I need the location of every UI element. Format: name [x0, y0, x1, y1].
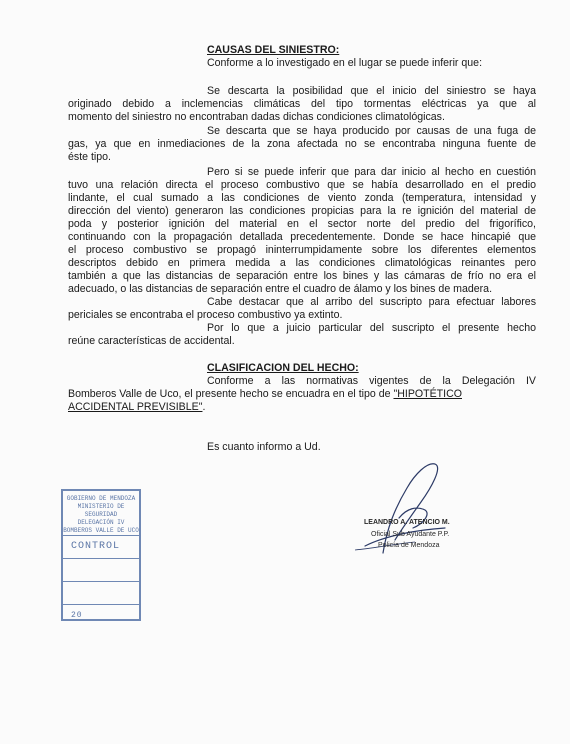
- text-line: continuando con la propagación detallada precedentemente. Donde se hace hincapié que: [68, 231, 536, 243]
- causas-intro: Conforme a lo investigado en el lugar se puede inferir que:: [207, 57, 483, 69]
- text-line: el proceso combustivo se propagó ininterrumpidamente sobre los diferentes elementos: [68, 244, 536, 256]
- stamp-box: [63, 559, 139, 582]
- stamp-line: DELEGACIÓN IV: [77, 519, 125, 526]
- text-span: .: [202, 401, 206, 413]
- stamp-box: 20: [71, 611, 83, 620]
- text-line: lindante, el cual sumado a las condiciones de viento zonda (temperatura, intensidad y: [68, 192, 536, 204]
- causas-heading: CAUSAS DEL SINIESTRO:: [207, 44, 340, 56]
- text-span: Bomberos Valle de Uco, el presente hecho se encuadra en el tipo de: [68, 388, 394, 400]
- text-line: periciales se encontraba el proceso combustivo ya extinto.: [68, 309, 343, 321]
- text-line: poda y posterior ignición del material en el sector norte del predio del frigorífico,: [68, 218, 536, 230]
- text-line: reúne características de accidental.: [68, 335, 235, 347]
- stamp-box: CONTROL: [63, 536, 139, 559]
- text-line: [68, 401, 205, 415]
- text-line: Pero si se puede inferir que para dar inicio al hecho en cuestión: [207, 166, 536, 178]
- stamp-header: [63, 491, 139, 536]
- text-line: [68, 388, 536, 402]
- text-line: dirección del viento) generaron las condiciones propicias para la re ignición del material de: [68, 205, 536, 217]
- text-line: gas, ya que en inmediaciones de la zona afectada no se encontraba ninguna fuente de: [68, 138, 536, 150]
- stamp-line: BOMBEROS VALLE DE UCO: [63, 527, 139, 534]
- official-stamp: [61, 489, 141, 621]
- clasificacion-heading: CLASIFICACION DEL HECHO:: [207, 362, 359, 374]
- stamp-line: GOBIERNO DE MENDOZA: [66, 495, 136, 502]
- text-line: descriptos debido en primera medida a las condiciones climatológicas reinantes pero: [68, 257, 536, 269]
- text-line: adecuado, o las distancias de separación entre el cuadro de álamo y los bines de madera.: [68, 283, 493, 295]
- stamp-box: [63, 582, 139, 605]
- stamp-line: MINISTERIO DE SEGURIDAD: [77, 503, 125, 518]
- classification-type-cont: ACCIDENTAL PREVISIBLE": [68, 401, 203, 413]
- text-line: Cabe destacar que al arribo del suscripto para efectuar labores: [207, 296, 536, 308]
- text-line: tuvo una relación directa el proceso combustivo que se había desarrollado en el predio: [68, 179, 536, 191]
- text-line: también a que las distancias de separación entre los bines y las cámaras de frío no era el: [68, 270, 536, 282]
- closing-text: Es cuanto informo a Ud.: [207, 441, 321, 453]
- signature-org: Policía de Mendoza: [378, 542, 440, 549]
- signature-name: LEANDRO A. ATENCIO M.: [364, 519, 450, 526]
- text-line: originado debido a inclemencias climáticas del tipo tormentas eléctricas ya que al: [68, 98, 536, 110]
- signature-rank: Oficial Sub Ayudante P.P.: [371, 531, 450, 538]
- text-line: éste tipo.: [68, 151, 111, 163]
- classification-type: "HIPOTÉTICO: [393, 388, 462, 400]
- text-line: Se descarta la posibilidad que el inicio del siniestro se haya: [207, 85, 536, 97]
- text-line: Conforme a las normativas vigentes de la Delegación IV: [207, 375, 536, 387]
- text-line: Por lo que a juicio particular del suscripto el presente hecho: [207, 322, 536, 334]
- text-line: Se descarta que se haya producido por causas de una fuga de: [207, 125, 536, 137]
- text-line: momento del siniestro no encontraban dadas dichas condiciones climatológicas.: [68, 111, 445, 123]
